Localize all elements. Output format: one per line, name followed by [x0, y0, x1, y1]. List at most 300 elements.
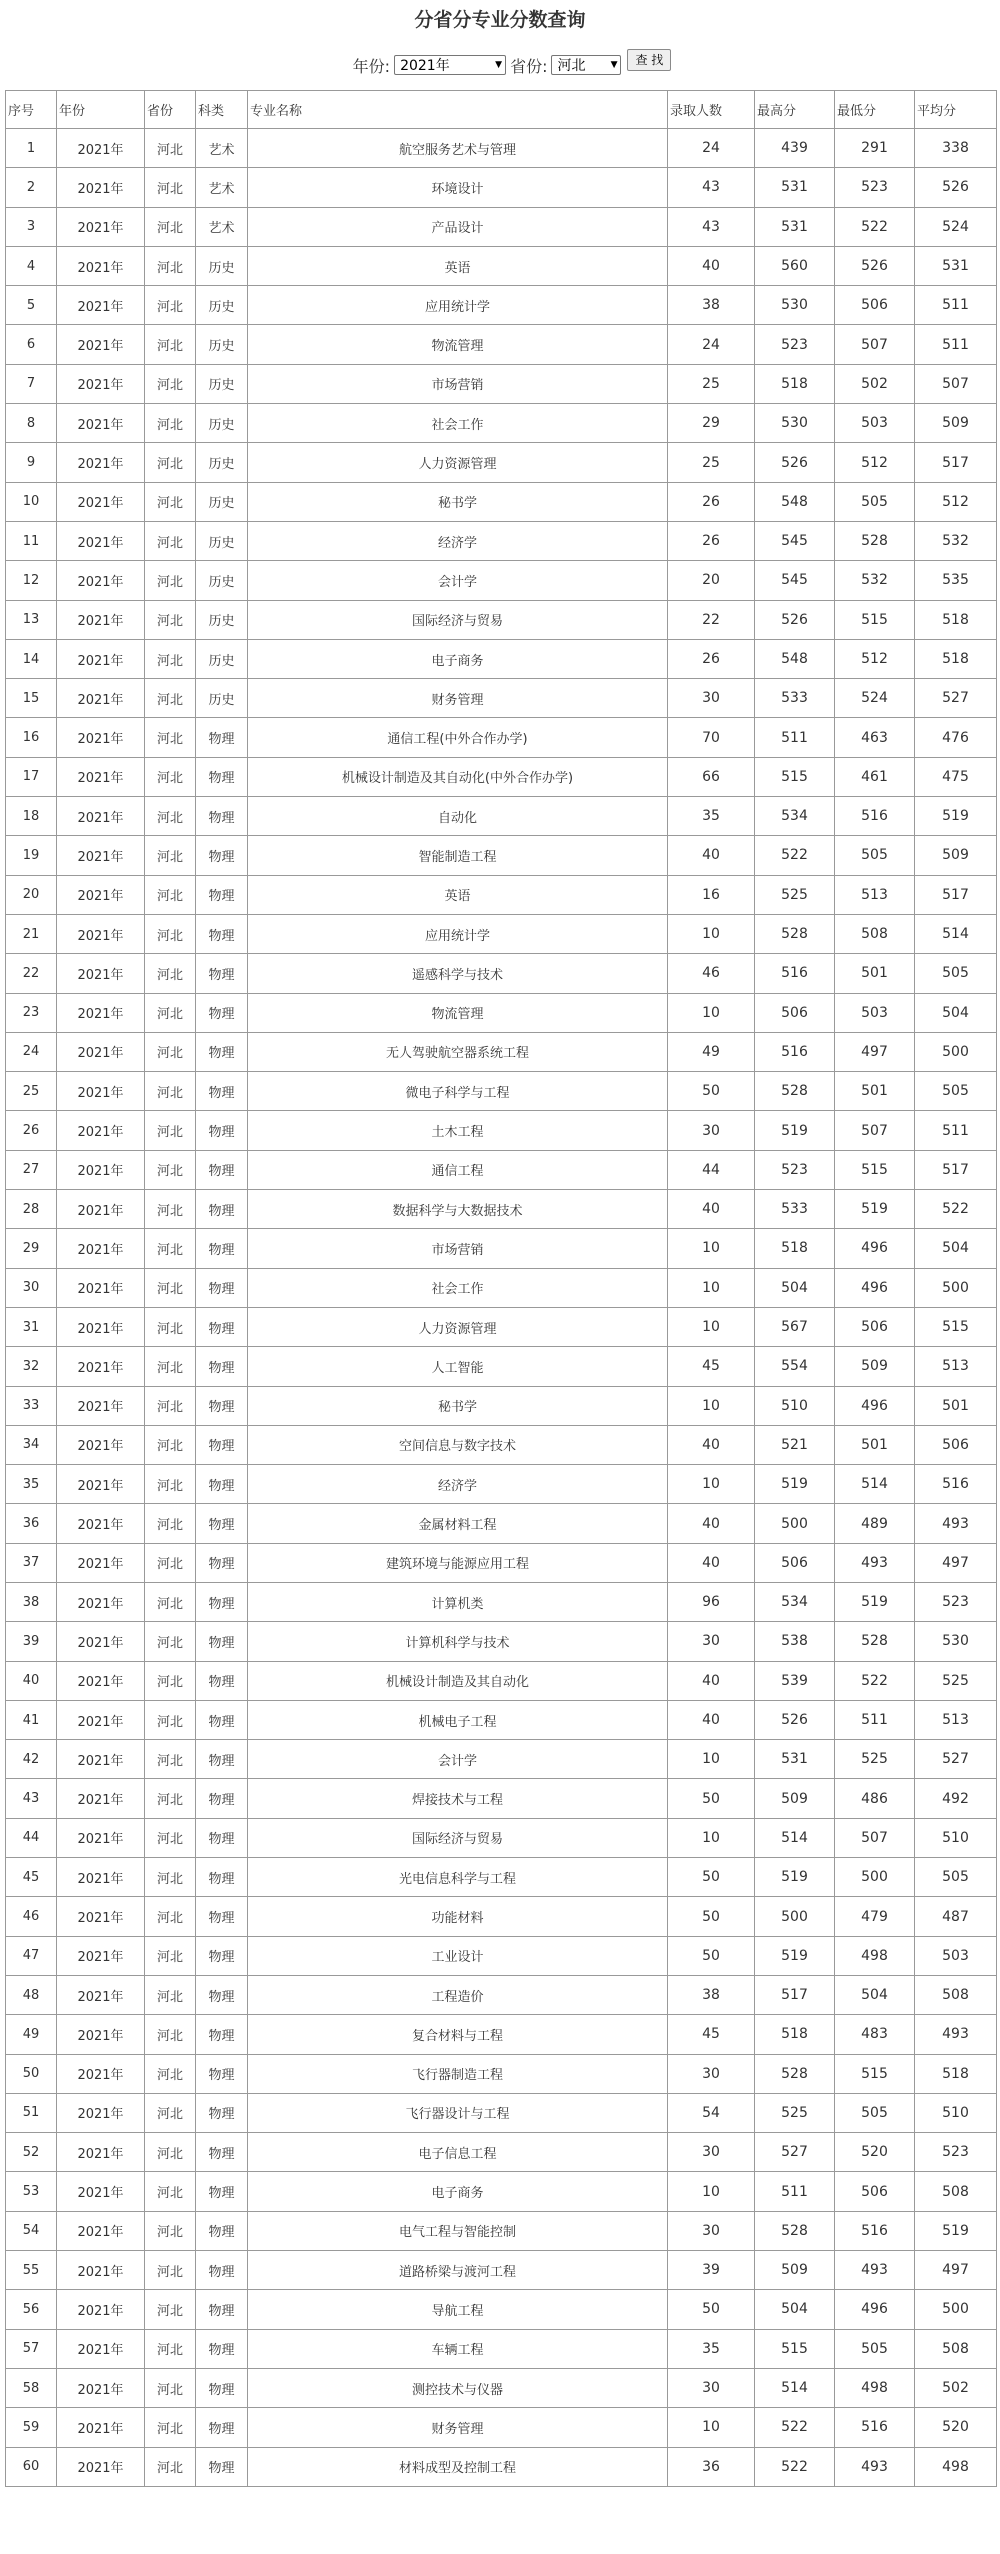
table-row: [6, 1032, 997, 1071]
cell-min-score: 515: [835, 1150, 915, 1189]
table-row: [6, 2172, 997, 2211]
province-select[interactable]: [551, 55, 621, 75]
cell-min-score: 506: [835, 2172, 915, 2211]
cell-index: 51: [6, 2093, 57, 2132]
cell-major: 机械设计制造及其自动化: [248, 1661, 668, 1700]
table-row: [6, 718, 997, 757]
cell-year: 2021年: [57, 1072, 145, 1111]
cell-index: 10: [6, 482, 57, 521]
cell-min-score: 461: [835, 757, 915, 796]
cell-avg-score: 501: [915, 1386, 997, 1425]
cell-province: 河北: [145, 1072, 196, 1111]
cell-province: 河北: [145, 2093, 196, 2132]
cell-province: 河北: [145, 1111, 196, 1150]
cell-avg-score: 518: [915, 639, 997, 678]
cell-major: 社会工作: [248, 404, 668, 443]
table-row: [6, 1190, 997, 1229]
table-row: [6, 2015, 997, 2054]
table-row: [6, 246, 997, 285]
cell-max-score: 545: [755, 521, 835, 560]
cell-category: 物理: [196, 1072, 248, 1111]
cell-avg-score: 535: [915, 561, 997, 600]
cell-year: 2021年: [57, 2290, 145, 2329]
cell-year: 2021年: [57, 954, 145, 993]
cell-index: 20: [6, 875, 57, 914]
cell-category: 物理: [196, 757, 248, 796]
cell-avg-score: 507: [915, 364, 997, 403]
cell-avg-score: 509: [915, 404, 997, 443]
cell-province: 河北: [145, 1622, 196, 1661]
table-row: [6, 2368, 997, 2407]
cell-admitted: 29: [668, 404, 755, 443]
cell-min-score: 519: [835, 1190, 915, 1229]
cell-avg-score: 500: [915, 1268, 997, 1307]
table-row: [6, 875, 997, 914]
table-row: [6, 1975, 997, 2014]
cell-index: 7: [6, 364, 57, 403]
cell-index: 12: [6, 561, 57, 600]
cell-province: 河北: [145, 1150, 196, 1189]
cell-avg-score: 512: [915, 482, 997, 521]
cell-admitted: 30: [668, 2211, 755, 2250]
cell-avg-score: 517: [915, 875, 997, 914]
cell-index: 24: [6, 1032, 57, 1071]
cell-index: 26: [6, 1111, 57, 1150]
cell-major: 经济学: [248, 521, 668, 560]
cell-min-score: 505: [835, 836, 915, 875]
cell-min-score: 489: [835, 1504, 915, 1543]
table-row: [6, 325, 997, 364]
cell-max-score: 526: [755, 1700, 835, 1739]
cell-max-score: 519: [755, 1111, 835, 1150]
cell-max-score: 514: [755, 2368, 835, 2407]
col-header-max-score: 最高分: [755, 91, 835, 129]
cell-max-score: 500: [755, 1897, 835, 1936]
cell-province: 河北: [145, 2329, 196, 2368]
cell-admitted: 20: [668, 561, 755, 600]
cell-index: 8: [6, 404, 57, 443]
cell-year: 2021年: [57, 875, 145, 914]
col-header-avg-score: 平均分: [915, 91, 997, 129]
cell-province: 河北: [145, 2015, 196, 2054]
cell-major: 飞行器设计与工程: [248, 2093, 668, 2132]
table-row: [6, 2054, 997, 2093]
cell-category: 历史: [196, 600, 248, 639]
cell-major: 土木工程: [248, 1111, 668, 1150]
cell-index: 1: [6, 129, 57, 168]
cell-year: 2021年: [57, 2211, 145, 2250]
cell-category: 物理: [196, 1582, 248, 1621]
cell-year: 2021年: [57, 2408, 145, 2447]
cell-category: 物理: [196, 1229, 248, 1268]
table-row: [6, 1858, 997, 1897]
cell-province: 河北: [145, 954, 196, 993]
cell-max-score: 534: [755, 1582, 835, 1621]
cell-category: 物理: [196, 1622, 248, 1661]
table-row: [6, 1818, 997, 1857]
cell-major: 微电子科学与工程: [248, 1072, 668, 1111]
cell-category: 艺术: [196, 129, 248, 168]
cell-index: 2: [6, 168, 57, 207]
cell-category: 物理: [196, 797, 248, 836]
cell-category: 物理: [196, 1268, 248, 1307]
cell-category: 历史: [196, 246, 248, 285]
cell-category: 物理: [196, 1425, 248, 1464]
table-row: [6, 1425, 997, 1464]
cell-max-score: 519: [755, 1858, 835, 1897]
cell-avg-score: 516: [915, 1465, 997, 1504]
cell-min-score: 506: [835, 286, 915, 325]
cell-province: 河北: [145, 914, 196, 953]
cell-province: 河北: [145, 639, 196, 678]
cell-category: 历史: [196, 443, 248, 482]
cell-province: 河北: [145, 1740, 196, 1779]
cell-admitted: 10: [668, 1386, 755, 1425]
cell-major: 电子信息工程: [248, 2133, 668, 2172]
cell-major: 会计学: [248, 1740, 668, 1779]
cell-category: 物理: [196, 2133, 248, 2172]
cell-min-score: 514: [835, 1465, 915, 1504]
cell-max-score: 514: [755, 1818, 835, 1857]
cell-major: 测控技术与仪器: [248, 2368, 668, 2407]
cell-year: 2021年: [57, 639, 145, 678]
cell-category: 物理: [196, 2290, 248, 2329]
cell-province: 河北: [145, 757, 196, 796]
cell-category: 物理: [196, 914, 248, 953]
cell-max-score: 527: [755, 2133, 835, 2172]
cell-admitted: 96: [668, 1582, 755, 1621]
cell-province: 河北: [145, 246, 196, 285]
table-row: [6, 207, 997, 246]
cell-category: 物理: [196, 1700, 248, 1739]
table-row: [6, 797, 997, 836]
cell-avg-score: 532: [915, 521, 997, 560]
table-row: [6, 757, 997, 796]
cell-category: 物理: [196, 1111, 248, 1150]
cell-admitted: 50: [668, 2290, 755, 2329]
cell-province: 河北: [145, 1229, 196, 1268]
cell-index: 41: [6, 1700, 57, 1739]
cell-max-score: 518: [755, 1229, 835, 1268]
cell-min-score: 520: [835, 2133, 915, 2172]
cell-major: 自动化: [248, 797, 668, 836]
cell-index: 46: [6, 1897, 57, 1936]
cell-index: 40: [6, 1661, 57, 1700]
cell-min-score: 512: [835, 639, 915, 678]
cell-avg-score: 492: [915, 1779, 997, 1818]
cell-year: 2021年: [57, 757, 145, 796]
cell-province: 河北: [145, 1818, 196, 1857]
cell-year: 2021年: [57, 364, 145, 403]
cell-admitted: 43: [668, 207, 755, 246]
cell-min-score: 516: [835, 797, 915, 836]
cell-index: 4: [6, 246, 57, 285]
cell-province: 河北: [145, 207, 196, 246]
cell-max-score: 545: [755, 561, 835, 600]
cell-admitted: 38: [668, 1975, 755, 2014]
cell-avg-score: 519: [915, 797, 997, 836]
page-title: 分省分专业分数查询: [414, 9, 586, 31]
col-header-index: 序号: [6, 91, 57, 129]
cell-major: 财务管理: [248, 679, 668, 718]
cell-avg-score: 511: [915, 1111, 997, 1150]
cell-admitted: 54: [668, 2093, 755, 2132]
cell-max-score: 560: [755, 246, 835, 285]
cell-index: 33: [6, 1386, 57, 1425]
cell-category: 艺术: [196, 207, 248, 246]
table-row: [6, 1229, 997, 1268]
table-row: [6, 1150, 997, 1189]
cell-min-score: 493: [835, 1543, 915, 1582]
cell-avg-score: 526: [915, 168, 997, 207]
cell-province: 河北: [145, 1582, 196, 1621]
year-select[interactable]: [394, 55, 506, 75]
cell-min-score: 525: [835, 1740, 915, 1779]
cell-avg-score: 497: [915, 1543, 997, 1582]
cell-year: 2021年: [57, 1975, 145, 2014]
cell-min-score: 503: [835, 993, 915, 1032]
table-row: [6, 2093, 997, 2132]
cell-index: 59: [6, 2408, 57, 2447]
table-row: [6, 914, 997, 953]
table-row: [6, 1268, 997, 1307]
table-body: [6, 129, 997, 2487]
cell-max-score: 531: [755, 207, 835, 246]
cell-avg-score: 531: [915, 246, 997, 285]
table-row: [6, 443, 997, 482]
year-label: 年份:: [352, 56, 391, 76]
cell-admitted: 50: [668, 1897, 755, 1936]
table-row: [6, 1543, 997, 1582]
cell-admitted: 40: [668, 1425, 755, 1464]
cell-index: 44: [6, 1818, 57, 1857]
cell-max-score: 519: [755, 1936, 835, 1975]
cell-province: 河北: [145, 2172, 196, 2211]
cell-major: 遥感科学与技术: [248, 954, 668, 993]
cell-major: 道路桥梁与渡河工程: [248, 2251, 668, 2290]
cell-max-score: 528: [755, 2054, 835, 2093]
cell-major: 社会工作: [248, 1268, 668, 1307]
cell-max-score: 531: [755, 1740, 835, 1779]
cell-category: 物理: [196, 1897, 248, 1936]
cell-max-score: 533: [755, 679, 835, 718]
cell-major: 机械设计制造及其自动化(中外合作办学): [248, 757, 668, 796]
cell-min-score: 511: [835, 1700, 915, 1739]
cell-index: 9: [6, 443, 57, 482]
cell-year: 2021年: [57, 325, 145, 364]
cell-province: 河北: [145, 1347, 196, 1386]
cell-max-score: 516: [755, 954, 835, 993]
cell-province: 河北: [145, 561, 196, 600]
cell-major: 市场营销: [248, 1229, 668, 1268]
cell-admitted: 25: [668, 364, 755, 403]
cell-admitted: 25: [668, 443, 755, 482]
cell-index: 17: [6, 757, 57, 796]
table-row: [6, 2290, 997, 2329]
cell-min-score: 522: [835, 1661, 915, 1700]
cell-category: 历史: [196, 325, 248, 364]
cell-major: 英语: [248, 246, 668, 285]
cell-major: 应用统计学: [248, 914, 668, 953]
cell-major: 车辆工程: [248, 2329, 668, 2368]
col-header-admitted: 录取人数: [668, 91, 755, 129]
cell-max-score: 525: [755, 2093, 835, 2132]
cell-category: 物理: [196, 2368, 248, 2407]
cell-year: 2021年: [57, 1582, 145, 1621]
cell-min-score: 505: [835, 2093, 915, 2132]
cell-min-score: 501: [835, 954, 915, 993]
cell-index: 52: [6, 2133, 57, 2172]
table-row: [6, 521, 997, 560]
table-row: [6, 2447, 997, 2486]
table-row: [6, 1465, 997, 1504]
cell-category: 物理: [196, 1032, 248, 1071]
cell-category: 艺术: [196, 168, 248, 207]
cell-province: 河北: [145, 2408, 196, 2447]
cell-index: 3: [6, 207, 57, 246]
cell-major: 人工智能: [248, 1347, 668, 1386]
cell-avg-score: 338: [915, 129, 997, 168]
cell-min-score: 528: [835, 521, 915, 560]
cell-avg-score: 527: [915, 679, 997, 718]
cell-major: 计算机类: [248, 1582, 668, 1621]
cell-min-score: 507: [835, 1818, 915, 1857]
cell-max-score: 504: [755, 1268, 835, 1307]
cell-year: 2021年: [57, 2093, 145, 2132]
cell-province: 河北: [145, 2290, 196, 2329]
cell-year: 2021年: [57, 2368, 145, 2407]
search-button[interactable]: 查 找: [627, 49, 671, 71]
cell-category: 物理: [196, 2054, 248, 2093]
cell-admitted: 10: [668, 1465, 755, 1504]
cell-min-score: 496: [835, 2290, 915, 2329]
cell-admitted: 10: [668, 1307, 755, 1346]
cell-year: 2021年: [57, 1465, 145, 1504]
cell-avg-score: 506: [915, 1425, 997, 1464]
cell-province: 河北: [145, 1190, 196, 1229]
cell-category: 历史: [196, 404, 248, 443]
cell-category: 历史: [196, 364, 248, 403]
cell-category: 物理: [196, 2251, 248, 2290]
cell-category: 历史: [196, 521, 248, 560]
cell-major: 人力资源管理: [248, 1307, 668, 1346]
cell-max-score: 509: [755, 1779, 835, 1818]
cell-max-score: 533: [755, 1190, 835, 1229]
table-row: [6, 1347, 997, 1386]
cell-year: 2021年: [57, 836, 145, 875]
cell-province: 河北: [145, 836, 196, 875]
cell-max-score: 525: [755, 875, 835, 914]
cell-admitted: 40: [668, 836, 755, 875]
cell-major: 物流管理: [248, 993, 668, 1032]
cell-avg-score: 519: [915, 2211, 997, 2250]
cell-admitted: 40: [668, 1190, 755, 1229]
cell-max-score: 567: [755, 1307, 835, 1346]
cell-admitted: 50: [668, 1936, 755, 1975]
chevron-down-icon: ▼: [610, 60, 618, 70]
cell-min-score: 507: [835, 325, 915, 364]
cell-avg-score: 518: [915, 2054, 997, 2093]
cell-year: 2021年: [57, 561, 145, 600]
cell-category: 物理: [196, 1543, 248, 1582]
cell-min-score: 500: [835, 1858, 915, 1897]
cell-min-score: 519: [835, 1582, 915, 1621]
cell-province: 河北: [145, 443, 196, 482]
table-row: [6, 1307, 997, 1346]
cell-province: 河北: [145, 2251, 196, 2290]
cell-category: 物理: [196, 1858, 248, 1897]
cell-admitted: 24: [668, 325, 755, 364]
cell-min-score: 513: [835, 875, 915, 914]
cell-year: 2021年: [57, 1818, 145, 1857]
cell-category: 历史: [196, 639, 248, 678]
table-row: [6, 2211, 997, 2250]
cell-admitted: 36: [668, 2447, 755, 2486]
cell-min-score: 493: [835, 2251, 915, 2290]
cell-year: 2021年: [57, 1150, 145, 1189]
cell-major: 焊接技术与工程: [248, 1779, 668, 1818]
cell-province: 河北: [145, 129, 196, 168]
cell-max-score: 548: [755, 639, 835, 678]
cell-avg-score: 476: [915, 718, 997, 757]
table-row: [6, 1072, 997, 1111]
table-row: [6, 1111, 997, 1150]
cell-min-score: 506: [835, 1307, 915, 1346]
cell-min-score: 516: [835, 2408, 915, 2447]
cell-avg-score: 513: [915, 1347, 997, 1386]
cell-min-score: 512: [835, 443, 915, 482]
cell-major: 飞行器制造工程: [248, 2054, 668, 2093]
cell-year: 2021年: [57, 1700, 145, 1739]
cell-index: 37: [6, 1543, 57, 1582]
cell-year: 2021年: [57, 1897, 145, 1936]
cell-min-score: 505: [835, 2329, 915, 2368]
cell-major: 国际经济与贸易: [248, 1818, 668, 1857]
cell-index: 15: [6, 679, 57, 718]
cell-min-score: 479: [835, 1897, 915, 1936]
cell-year: 2021年: [57, 1661, 145, 1700]
score-table: [5, 90, 997, 2487]
cell-index: 21: [6, 914, 57, 953]
cell-index: 38: [6, 1582, 57, 1621]
cell-avg-score: 522: [915, 1190, 997, 1229]
cell-index: 31: [6, 1307, 57, 1346]
cell-max-score: 516: [755, 1032, 835, 1071]
cell-avg-score: 508: [915, 1975, 997, 2014]
cell-admitted: 70: [668, 718, 755, 757]
cell-admitted: 10: [668, 1268, 755, 1307]
cell-avg-score: 505: [915, 1858, 997, 1897]
cell-max-score: 518: [755, 364, 835, 403]
cell-admitted: 10: [668, 1818, 755, 1857]
table-row: [6, 168, 997, 207]
cell-admitted: 10: [668, 2172, 755, 2211]
cell-province: 河北: [145, 1858, 196, 1897]
cell-index: 45: [6, 1858, 57, 1897]
cell-max-score: 522: [755, 2408, 835, 2447]
cell-index: 29: [6, 1229, 57, 1268]
cell-province: 河北: [145, 993, 196, 1032]
cell-year: 2021年: [57, 797, 145, 836]
cell-province: 河北: [145, 2211, 196, 2250]
cell-admitted: 26: [668, 639, 755, 678]
table-row: [6, 679, 997, 718]
cell-year: 2021年: [57, 914, 145, 953]
cell-admitted: 50: [668, 1779, 755, 1818]
cell-min-score: 516: [835, 2211, 915, 2250]
table-row: [6, 1936, 997, 1975]
cell-avg-score: 505: [915, 954, 997, 993]
